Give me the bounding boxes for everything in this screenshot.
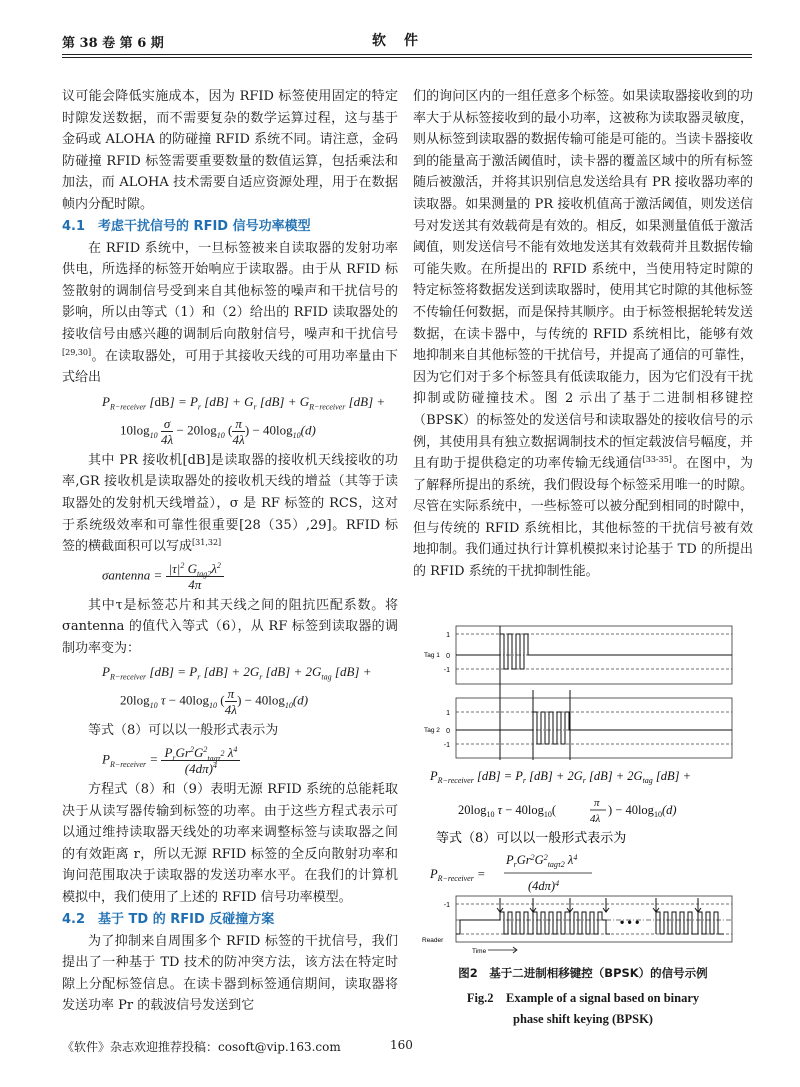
equation-7: σantenna = $\frac{|\tau|^2 G_{tag2}\lambda^2}{4\pi}$ <box>102 561 398 592</box>
svg-text:) − 40log10(d): ) − $40\log_{10}(d)$ <box>608 803 677 819</box>
tag2-tick-neg: -1 <box>443 742 450 749</box>
time-label: Time <box>472 948 487 955</box>
page-number: 160 <box>390 1038 413 1052</box>
equation-8: $P_{R-receiver}$ $[dB] = P_r$ $[dB] + 2G_r$ $[dB] + 2G_{tag}$ [dB] + $20\log_{10}$ $\tau - 40\log_{10}$ ( $\frac{\pi}{4\lambda}$ ) − $40\log_{10}(d)$ <box>102 664 372 718</box>
reader-tick-neg: -1 <box>443 902 450 909</box>
section-heading-4-2: 4.2 基于 TD 的 RFID 反碰撞方案 <box>62 911 275 927</box>
header-rule-thin <box>62 57 752 58</box>
equation-6: $P_{R-receiver}$ $[dB] = P_r$ $[dB] + G_r$ $[dB] + G_{R-receiver}$ [dB] + $10\log_{10}$ $\frac{\sigma}{4\lambda}$ − $20\log_{10}$ ( $\frac{\pi}{4\lambda}$ ) − $40\log_{10}(d)$ <box>102 393 386 447</box>
figure-caption-en: Fig.2 Example of a signal based on binary phase shift keying (BPSK) <box>466 991 700 1026</box>
svg-text:20log10 τ − 40log10(: $20\log_{10}$ $\tau - 40\log_{10}$( <box>458 803 557 819</box>
paragraph: 在 RFID 系统中，一旦标签被来自读取器的发射功率供电，所选择的标签开始响应于读取器。由于从 RFID 标签散射的调制信号受到来自其他标签的噪声和干扰信号的影响，所以由等式（1）和（2）给出的 RFID 读取器处的接收信号由感兴趣的调制后向散射信号，噪声和干扰信号[29,30]。在读取器处，可用于其接收天线的可用功率量由下式给出 <box>62 240 398 386</box>
section-heading-4-1: 4.1 考虑干扰信号的 RFID 信号功率模型 <box>62 218 311 234</box>
tag1-tick-zero: 0 <box>446 653 450 660</box>
tag2-tick-zero: 0 <box>446 728 450 735</box>
svg-text:PR−receiver =: $P_{R-receiver}$ = <box>430 867 486 883</box>
figure-equation-9 <box>429 853 592 893</box>
svg-text:• • •: • • • <box>620 915 640 929</box>
figure-2-signal-diagram <box>420 620 736 960</box>
header-rule <box>62 54 752 55</box>
tag1-panel <box>424 626 732 684</box>
tag2-tick-pos: 1 <box>446 710 450 717</box>
figure-inline-text: 等式（8）可以以一般形式表示为 <box>436 831 627 846</box>
figure-equation-8 <box>429 769 691 825</box>
paragraph: 们的询问区内的一组任意多个标签。如果读取器接收到的功率大于从标签接收到的最小功率，这被称为读取器灵敏度，则从标签到读取器的数据传输可能是可能的。当读卡器接收到的能量高于激活阈值时，读卡器的覆盖区域中的所有标签随后被激活，并将其识别信息发送给具有 PR 接收器功率的读取器。如果测量的 PR 接收机值高于激活阈值，则发送信号对发送其有效载荷是有效的。相反，如果测量值低于激活阈值，则发送信号不能有效地发送其有效载荷并且数据传输可能失败。在所提出的 RFID 系统中，当使用特定时隙的特定标签将数据发送到读取器时，使用其它时隙的其他标签不传输任何数据，而是保持其顺序。由于标签根据轮转发送数据，在读卡器中，与传统的 RFID 系统相比，能够有效地抑制来自其他标签的干扰信号，并提高了通信的可靠性，因为它们对于多个标签具有低读取能力，因为它们没有干扰抑制或防碰撞技术。图 2 示出了基于二进制相移键控（BPSK）的标签处的发送信号和读取器处的接收信号的示例，其使用具有独立数据调制技术的恒定载波信号幅度，并且有助于提供稳定的功率传输无线通信[33-35]。在图中，为了解释所提出的系统，我们假设每个标签采用唯一的时隙。尽管在实际系统中，一些标签可以被分配到相同的时隙中，但与传统的 RFID 系统相比，其他标签的干扰信号被有效地抑制。我们通过执行计算机模拟来讨论基于 TD 的所提出的 RFID 系统的干扰抑制性能。 <box>413 89 753 580</box>
tag1-tick-pos: 1 <box>446 632 450 639</box>
paragraph: 方程式（8）和（9）表明无源 RFID 系统的总能耗取决于从读写器传输到标签的功率。由于这些方程式表示可以通过维持读取器天线处的功率来调整标签与读取器之间的有效距离 r，所以无源 RFID 标签的全反向散射功率和询问范围取决于读取器的发送功率水平。在我们的计算机模拟中，我们使用了上述的 RFID 信号功率模型。 <box>62 782 398 906</box>
svg-text:(4dπ)4: $(4d\pi)^4$ <box>528 879 560 893</box>
paragraph: 议可能会降低实施成本，因为 RFID 标签使用固定的特定时隙发送数据，而不需要复杂的数学运算过程，这与基于金码或 ALOHA 的防碰撞 RFID 系统不同。请注意，金码防碰撞 RFID 标签需要重要数量的数值运算，包括乘法和加法，而 ALOHA 技术需要自适应资源处理，用于在数据帧内分配时隙。 <box>62 89 398 212</box>
svg-text:PrGr2G2tagτ2 λ4: $P_rGr^2G^2_{tag\tau 2}$ $\lambda^4$ <box>506 853 578 869</box>
reader-panel <box>422 896 732 955</box>
paragraph: 为了抑制来自周围多个 RFID 标签的干扰信号，我们提出了一种基于 TD 技术的防冲突方法，该方法在特定时隙上分配标签信息。在读卡器到标签通信期间，读取器将发送功率 Pr 的载波信号发送到它 <box>62 933 398 1014</box>
paragraph: 其中τ是标签芯片和其天线之间的阻抗匹配系数。将σantenna 的值代入等式（6），从 RF 标签到读取器的调制功率变为： <box>62 597 398 656</box>
left-column <box>62 86 398 1017</box>
paragraph: 其中 PR 接收机[dB]是读取器的接收机天线接收的功率,GR 接收机是读取器处的接收机天线的增益（其等于读取器处的发射机天线增益），σ 是 RF 标签的 RCS，这对于系统级效率和可靠性很重要[28（35）,29]。RFID 标签的横截面积可以写成[31,32] <box>62 452 398 555</box>
tag2-panel <box>424 698 732 758</box>
journal-name: 软件 <box>372 33 436 49</box>
svg-text:PR−receiver [dB] = Pr [dB] + 2: $P_{R-receiver}$ $[dB] = P_r$ $[dB] + 2G_r$ $[dB] + 2G_{tag}$ [dB] + <box>430 769 692 785</box>
reader-label: Reader <box>422 937 444 944</box>
volume-issue: 第 38 卷 第 6 期 <box>62 36 164 51</box>
svg-text:4λ: 4λ <box>590 813 601 825</box>
tag1-label: Tag 1 <box>424 652 440 659</box>
paragraph: 等式（8）可以以一般形式表示为 <box>88 723 279 739</box>
tag2-label: Tag 2 <box>424 727 440 734</box>
running-header <box>62 28 752 54</box>
right-column <box>413 86 753 583</box>
figure-caption-cn: 图2 基于二进制相移键控（BPSK）的信号示例 <box>458 966 708 980</box>
tag1-tick-neg: -1 <box>443 667 450 674</box>
equation-9: $P_{R-receiver}$ = $\frac{P_rGr^2G^2_{tag\tau^2} \lambda^4}{(4d\pi)^4}$ <box>102 745 398 776</box>
svg-text:π: π <box>594 797 600 809</box>
footer-note: 《软件》杂志欢迎推荐投稿：cosoft@vip.163.com <box>62 1040 341 1054</box>
